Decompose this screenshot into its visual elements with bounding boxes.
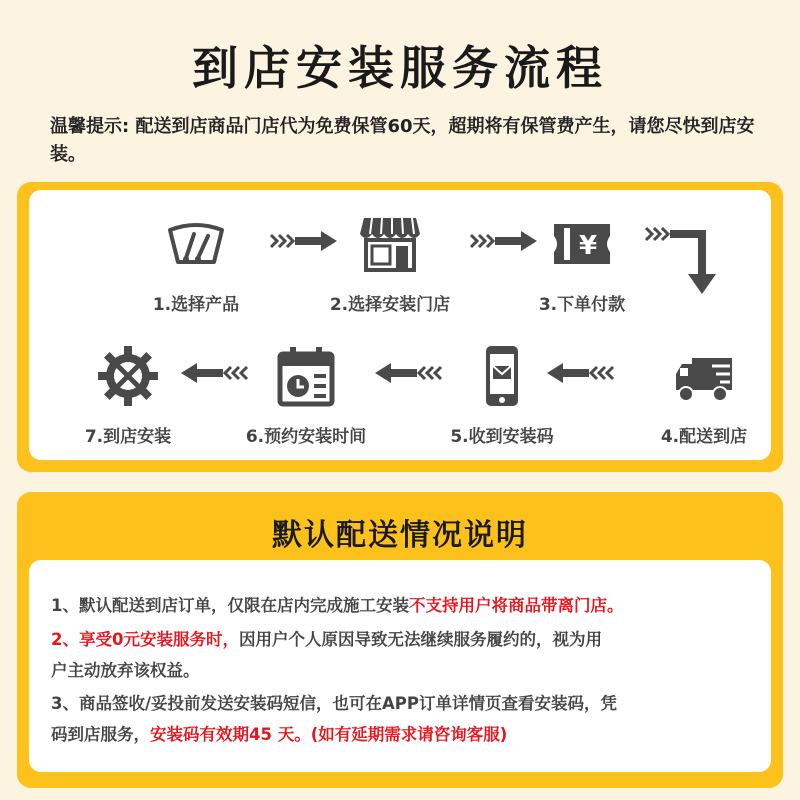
step-label: 1.选择产品 <box>152 295 240 315</box>
calendar-clock-icon <box>274 344 338 408</box>
step-delivery <box>619 344 789 447</box>
rule-2 <box>51 624 761 686</box>
step-install <box>43 344 213 447</box>
rule-2-text-line1: 因用户个人原因导致无法继续服务履约的，视为用 <box>238 630 602 649</box>
rule-2-highlight: 2、享受0元安装服务时， <box>51 630 239 649</box>
notice-text: 温馨提示: 配送到店商品门店代为免费保管60天，超期将有保管费产生，请您尽快到店安装。 <box>50 116 755 165</box>
step-label: 7.到店安装 <box>84 427 172 447</box>
rule-3-text-line1: 3、商品签收/妥投前发送安装码短信，也可在APP订单详情页查看安装码，凭 <box>51 694 617 713</box>
rule-1-highlight: 不支持用户将商品带离门店。 <box>408 596 624 615</box>
delivery-info-card <box>17 492 783 788</box>
rule-1-text: 1、默认配送到店订单，仅限在店内完成施工安装 <box>51 596 409 615</box>
step-label: 6.预约安装时间 <box>245 427 367 447</box>
page-title: 到店安装服务流程 <box>192 41 608 95</box>
gear-tools-icon <box>96 344 160 408</box>
svg-text:¥: ¥ <box>578 231 598 261</box>
rule-3 <box>51 688 761 750</box>
step-label: 5.收到安装码 <box>450 427 554 447</box>
store-icon <box>358 212 422 276</box>
rule-2-text-line2: 户主动放弃该权益。 <box>51 661 200 680</box>
install-flow-panel <box>29 190 771 460</box>
rule-1 <box>51 590 761 621</box>
delivery-info-panel <box>29 560 771 772</box>
delivery-truck-icon <box>672 344 736 408</box>
step-label: 4.配送到店 <box>660 427 748 447</box>
step-label: 2.选择安装门店 <box>329 295 451 315</box>
step-pay <box>497 212 667 315</box>
rule-3-text-line2: 码到店服务， <box>51 725 150 744</box>
yuan-ticket-icon <box>550 212 614 276</box>
step-select-product <box>111 212 281 315</box>
windshield-wiper-icon <box>164 212 228 276</box>
step-select-store <box>305 212 475 315</box>
arrow-down-turn-icon <box>644 222 724 302</box>
step-label: 3.下单付款 <box>538 295 626 315</box>
phone-message-icon <box>470 344 534 408</box>
rule-3-highlight: 安装码有效期45 天。(如有延期需求请咨询客服) <box>150 725 508 744</box>
install-flow-card <box>17 182 783 472</box>
section-title: 默认配送情况说明 <box>272 518 528 553</box>
